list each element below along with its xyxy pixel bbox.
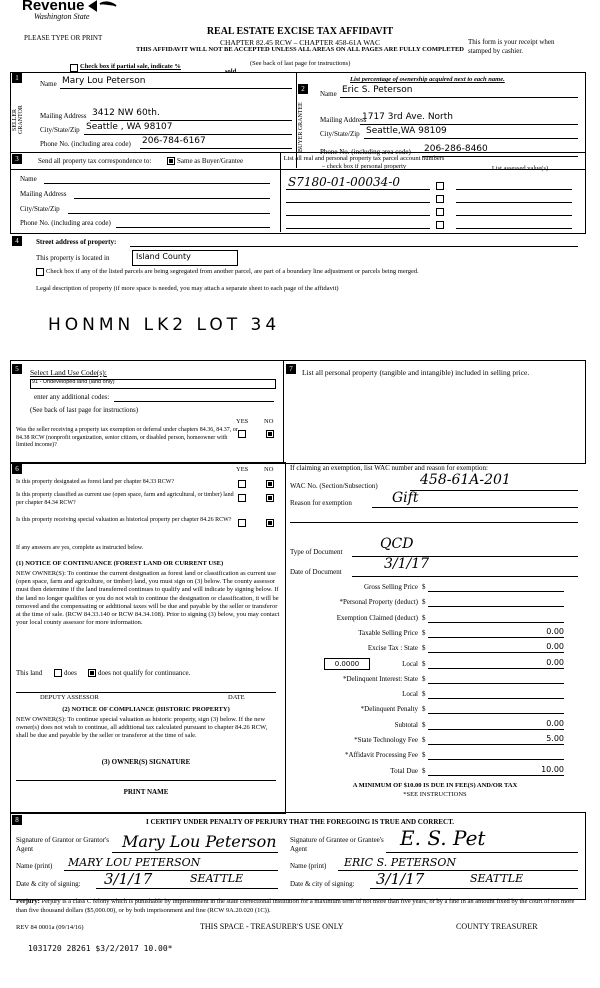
- personal-prop-checkbox-3[interactable]: [436, 208, 444, 216]
- dollar-sign: $: [422, 598, 426, 607]
- section-5-badge: 5: [12, 364, 22, 374]
- wac-label: WAC No. (Section/Subsection): [290, 482, 378, 490]
- warning: THIS AFFIDAVIT WILL NOT BE ACCEPTED UNLESS ALL AREAS ON ALL PAGES ARE FULLY COMPLETED: [136, 46, 464, 53]
- section-2-badge: 2: [298, 84, 308, 94]
- sig-grantor-label: Signature of Grantor or Grantor's Agent: [16, 836, 110, 853]
- segregate-checkbox[interactable]: [36, 268, 44, 276]
- does-checkbox[interactable]: [54, 669, 62, 677]
- form-title: REAL ESTATE EXCISE TAX AFFIDAVIT: [206, 26, 394, 37]
- q2-current-use: Is this property classified as current use (open space, farm and agricultural, or timber) land per chapter 84.34 RCW?: [16, 492, 234, 506]
- calc-label: *State Technology Fee: [354, 736, 418, 744]
- deputy-label: DEPUTY ASSESSOR: [40, 694, 99, 701]
- calc-label: Excise Tax : State: [367, 644, 418, 653]
- see-instructions: *SEE INSTRUCTIONS: [403, 791, 467, 798]
- seller-name-label: Name: [40, 80, 57, 88]
- segregate-label: Check box if any of the listed parcels are being segregated from another parcel, are part of a boundary line adjustment or parcels being merged.: [46, 268, 419, 275]
- calc-value[interactable]: 0.00: [546, 626, 564, 636]
- buyer-addr[interactable]: 1717 3rd Ave. North: [362, 112, 453, 122]
- receipt-note: This form is your receipt when stamped by cashier.: [468, 38, 555, 55]
- dollar-sign: $: [422, 628, 426, 637]
- personal-prop-checkbox-1[interactable]: [436, 182, 444, 190]
- notice1-body: NEW OWNER(S): To continue the current designation as forest land or classification as current use (open space, farm and agriculture, or timber) land, you must sign on (3) below. The county assessor must then determine if the land transferred continues to qualify and will indicate by signing below. If the land no longer qualifies or you do not wish to continue the designation or classification, it will be removed and the compensating or additional taxes will be due and payable by the seller or transferor at the time of sale. (RCW 84.33.140 or RCW 84.34.108). Prior to signing (3) below, you may contact your local county assessor for more information.: [16, 570, 280, 627]
- q1-yes-checkbox[interactable]: [238, 480, 246, 488]
- street-label: Street address of property:: [36, 238, 117, 246]
- calc-value[interactable]: 0.00: [546, 642, 564, 652]
- corr-label: Send all property tax correspondence to:: [38, 157, 152, 165]
- corr-name-label: Name: [20, 175, 37, 183]
- name-print-g[interactable]: MARY LOU PETERSON: [68, 856, 201, 869]
- exempt-question: Was the seller receiving a property tax exemption or deferral under chapters 84.36, 84.37, or 84.38 RCW (nonprofit organization, senior citizen, or disabled person, homeowner with limited income)?: [16, 427, 238, 448]
- designation-yes-label: YES: [236, 466, 249, 473]
- calc-label: Gross Selling Price: [363, 583, 418, 591]
- calc-label: *Delinquent Interest: State: [342, 674, 418, 683]
- calc-label: Subtotal: [394, 720, 418, 729]
- section-8-badge: 8: [12, 815, 22, 825]
- calc-label: Total Due: [390, 766, 418, 775]
- corr-phone-label: Phone No. (including area code): [20, 219, 111, 227]
- q3-no-checkbox[interactable]: [266, 519, 274, 527]
- treasurer-space: THIS SPACE - TREASURER'S USE ONLY: [200, 922, 344, 931]
- sig-grantee[interactable]: E. S. Pet: [400, 826, 486, 850]
- perjury-notice: [16, 898, 586, 915]
- landuse-code: 91 - Undeveloped land (land only): [32, 379, 115, 385]
- parcel-number[interactable]: S7180-01-00034-0: [288, 175, 401, 189]
- section-4-badge: 4: [12, 236, 22, 246]
- buyer-phone-label: Phone No. (including area code): [320, 148, 411, 156]
- same-as-buyer-label: Same as Buyer/Grantee: [177, 157, 244, 165]
- dollar-sign: $: [422, 583, 426, 591]
- does-label: does: [64, 669, 77, 677]
- name-print-label-b: Name (print): [290, 862, 327, 870]
- date-g[interactable]: 3/1/17: [104, 870, 153, 888]
- dollar-sign: $: [422, 705, 426, 714]
- calc-value[interactable]: 0.00: [546, 718, 564, 728]
- this-land-label: This land: [16, 669, 43, 677]
- city-g[interactable]: SEATTLE: [190, 872, 244, 885]
- designation-no-label: NO: [264, 466, 274, 473]
- owner-sig-label: (3) OWNER(S) SIGNATURE: [101, 758, 191, 766]
- date-city-label-b: Date & city of signing:: [290, 880, 355, 888]
- date-b[interactable]: 3/1/17: [376, 870, 425, 888]
- date-city-label-g: Date & city of signing:: [16, 880, 81, 888]
- dollar-sign: $: [422, 720, 426, 729]
- sig-grantee-label: Signature of Grantee or Grantee's Agent: [290, 836, 384, 853]
- certify-title: I CERTIFY UNDER PENALTY OF PERJURY THAT THE FOREGOING IS TRUE AND CORRECT.: [145, 818, 454, 826]
- does-not-checkbox[interactable]: [88, 669, 96, 677]
- buyer-name-label: Name: [320, 90, 337, 98]
- dollar-sign: $: [422, 751, 426, 760]
- dollar-sign: $: [422, 644, 426, 653]
- does-not-label: does not qualify for continuance.: [98, 669, 191, 677]
- reason-label: Reason for exemption: [290, 499, 352, 507]
- seller-addr[interactable]: 3412 NW 60th.: [92, 108, 160, 118]
- notice2-body: NEW OWNER(S): To continue special valuation as historic property, sign (3) below. If the new owner(s) does not wish to continue, all additional tax calculated pursuant to chapter 84.26 RCW, shall be due and payable by the seller or transferor at the time of sale.: [16, 716, 268, 740]
- dollar-sign: $: [422, 613, 426, 622]
- calc-label: Taxable Selling Price: [358, 628, 418, 637]
- personal-prop-checkbox-4[interactable]: [436, 221, 444, 229]
- section-6-badge: 6: [12, 464, 22, 474]
- assessed-label: List assessed value(s): [491, 165, 549, 172]
- notice1-title: (1) NOTICE OF CONTINUANCE (FOREST LAND OR CURRENT USE): [16, 560, 224, 567]
- exempt-no-checkbox[interactable]: [266, 430, 274, 438]
- deputy-date-label: DATE: [228, 694, 245, 701]
- calc-value[interactable]: 0.00: [546, 657, 564, 667]
- calc-value[interactable]: 5.00: [546, 734, 564, 743]
- legal-label: Legal description of property (if more space is needed, you may attach a separate sheet to each page of the affidavit): [36, 285, 339, 292]
- buyer-pct-label: List percentage of ownership acquired next to each name.: [350, 76, 505, 83]
- doc-date-value[interactable]: 3/1/17: [384, 556, 430, 572]
- wac-value[interactable]: 458-61A-201: [420, 472, 511, 488]
- cashier-stamp: 1031720 28261 $3/2/2017 10.00*: [28, 944, 173, 953]
- section-7-badge: 7: [286, 364, 296, 374]
- type-or-print: PLEASE TYPE OR PRINT: [24, 34, 103, 42]
- agency-logo: Revenue: [22, 0, 85, 14]
- exemption-claim-label: If claiming an exemption, list WAC number and reason for exemption:: [290, 464, 488, 472]
- doc-type-value[interactable]: QCD: [380, 536, 414, 552]
- seller-side-label: SELLER GRANTOR: [12, 105, 24, 135]
- seller-phone[interactable]: 206-784-6167: [142, 136, 206, 146]
- calc-label: Exemption Claimed (deduct): [336, 613, 418, 622]
- dollar-sign: $: [422, 674, 426, 683]
- q2-no-checkbox[interactable]: [266, 494, 274, 502]
- legal-value[interactable]: HONMN LK2 LOT 34: [48, 315, 281, 335]
- buyer-phone[interactable]: 206-286-8460: [424, 144, 488, 154]
- calc-label: *Delinquent Penalty: [360, 705, 418, 714]
- seller-city[interactable]: Seattle , WA 98107: [86, 122, 173, 132]
- exempt-yes-checkbox[interactable]: [238, 430, 246, 438]
- calc-label: Local: [402, 690, 418, 699]
- q2-yes-checkbox[interactable]: [238, 494, 246, 502]
- personal-prop-checkbox-2[interactable]: [436, 195, 444, 203]
- buyer-city[interactable]: Seattle,WA 98109: [366, 126, 447, 136]
- if-yes-label: If any answers are yes, complete as instructed below.: [16, 545, 144, 551]
- located-label: This property is located in: [36, 254, 110, 262]
- dollar-sign: $: [422, 766, 426, 775]
- landuse-label: Select Land Use Code(s):: [30, 368, 107, 377]
- dollar-sign: $: [422, 659, 426, 668]
- logo-swoosh-icon: [88, 0, 118, 12]
- landuse-see: (See back of last page for instructions): [30, 406, 139, 414]
- see-back: (See back of last page for instructions): [250, 60, 351, 67]
- additional-codes-label: enter any additional codes:: [34, 393, 110, 401]
- perjury-text: Perjury is a class C felony which is punishable by imprisonment in the state correctional institution for a maximum term of not more than five years, or by a fine in an amount fixed by the court of not more than five thousand dollars ($5,000.00), or by both imprisonment and fine (RCW 9A.20.020 (1C)).: [16, 898, 575, 914]
- county-value: Island County: [136, 252, 191, 261]
- print-name-label: PRINT NAME: [123, 788, 169, 796]
- partial-sale-label: Check box if partial sale, indicate %: [80, 63, 181, 70]
- corr-city-label: City/State/Zip: [20, 205, 60, 213]
- seller-addr-label: Mailing Address: [40, 112, 87, 120]
- doc-type-label: Type of Document: [290, 548, 343, 556]
- calc-label: *Personal Property (deduct): [339, 598, 418, 607]
- city-b[interactable]: SEATTLE: [470, 872, 524, 885]
- name-print-b[interactable]: ERIC S. PETERSON: [344, 856, 456, 869]
- county-treasurer: COUNTY TREASURER: [456, 922, 538, 931]
- q1-forest: Is this property designated as forest land per chapter 84.33 RCW?: [16, 479, 175, 485]
- seller-phone-label: Phone No. (including area code): [40, 140, 131, 148]
- buyer-side-label: BUYER GRANTEE: [298, 102, 304, 152]
- section-1-badge: 1: [12, 73, 22, 83]
- doc-date-label: Date of Document: [290, 568, 342, 576]
- buyer-city-label: City/State/Zip: [320, 130, 360, 138]
- dollar-sign: $: [422, 690, 426, 699]
- same-as-buyer-checkbox[interactable]: [167, 157, 175, 165]
- landuse-no-label: NO: [264, 418, 274, 425]
- seller-name[interactable]: Mary Lou Peterson: [62, 76, 146, 86]
- min-fee-note: A MINIMUM OF $10.00 IS DUE IN FEE(S) AND/OR TAX: [352, 782, 518, 789]
- sig-grantor[interactable]: Mary Lou Peterson: [122, 832, 277, 851]
- section-3-badge: 3: [12, 154, 22, 164]
- rev-number: REV 84 0001a (09/14/16): [16, 924, 84, 931]
- name-print-label-g: Name (print): [16, 862, 53, 870]
- calc-value[interactable]: 10.00: [541, 764, 564, 774]
- q1-no-checkbox[interactable]: [266, 480, 274, 488]
- q3-yes-checkbox[interactable]: [238, 519, 246, 527]
- landuse-yes-label: YES: [236, 418, 249, 425]
- dollar-sign: $: [422, 736, 426, 744]
- sold-label: sold.: [225, 68, 238, 75]
- parcel-label: List all real and personal property tax parcel account numbers – check box if personal property: [283, 155, 445, 170]
- notice2-title: (2) NOTICE OF COMPLIANCE (HISTORIC PROPERTY): [62, 706, 230, 713]
- local-rate-field[interactable]: 0.0000: [324, 658, 370, 670]
- reason-value[interactable]: Gift: [392, 490, 419, 506]
- agency-sub: Washington State: [34, 12, 90, 21]
- buyer-name[interactable]: Eric S. Peterson: [342, 85, 413, 95]
- corr-addr-label: Mailing Address: [20, 190, 67, 198]
- calc-label: Local: [402, 659, 418, 668]
- perjury-label: Perjury:: [16, 898, 40, 905]
- chapters: CHAPTER 82.45 RCW – CHAPTER 458-61A WAC: [220, 38, 380, 47]
- seller-city-label: City/State/Zip: [40, 126, 80, 134]
- partial-sale-checkbox[interactable]: [70, 64, 78, 72]
- buyer-addr-label: Mailing Address: [320, 116, 367, 124]
- calc-label: *Affidavit Processing Fee: [345, 751, 418, 760]
- personal-prop-label: List all personal property (tangible and intangible) included in selling price.: [302, 368, 530, 377]
- q3-historic: Is this property receiving special valuation as historical property per chapter 84.26 RCW?: [16, 517, 232, 523]
